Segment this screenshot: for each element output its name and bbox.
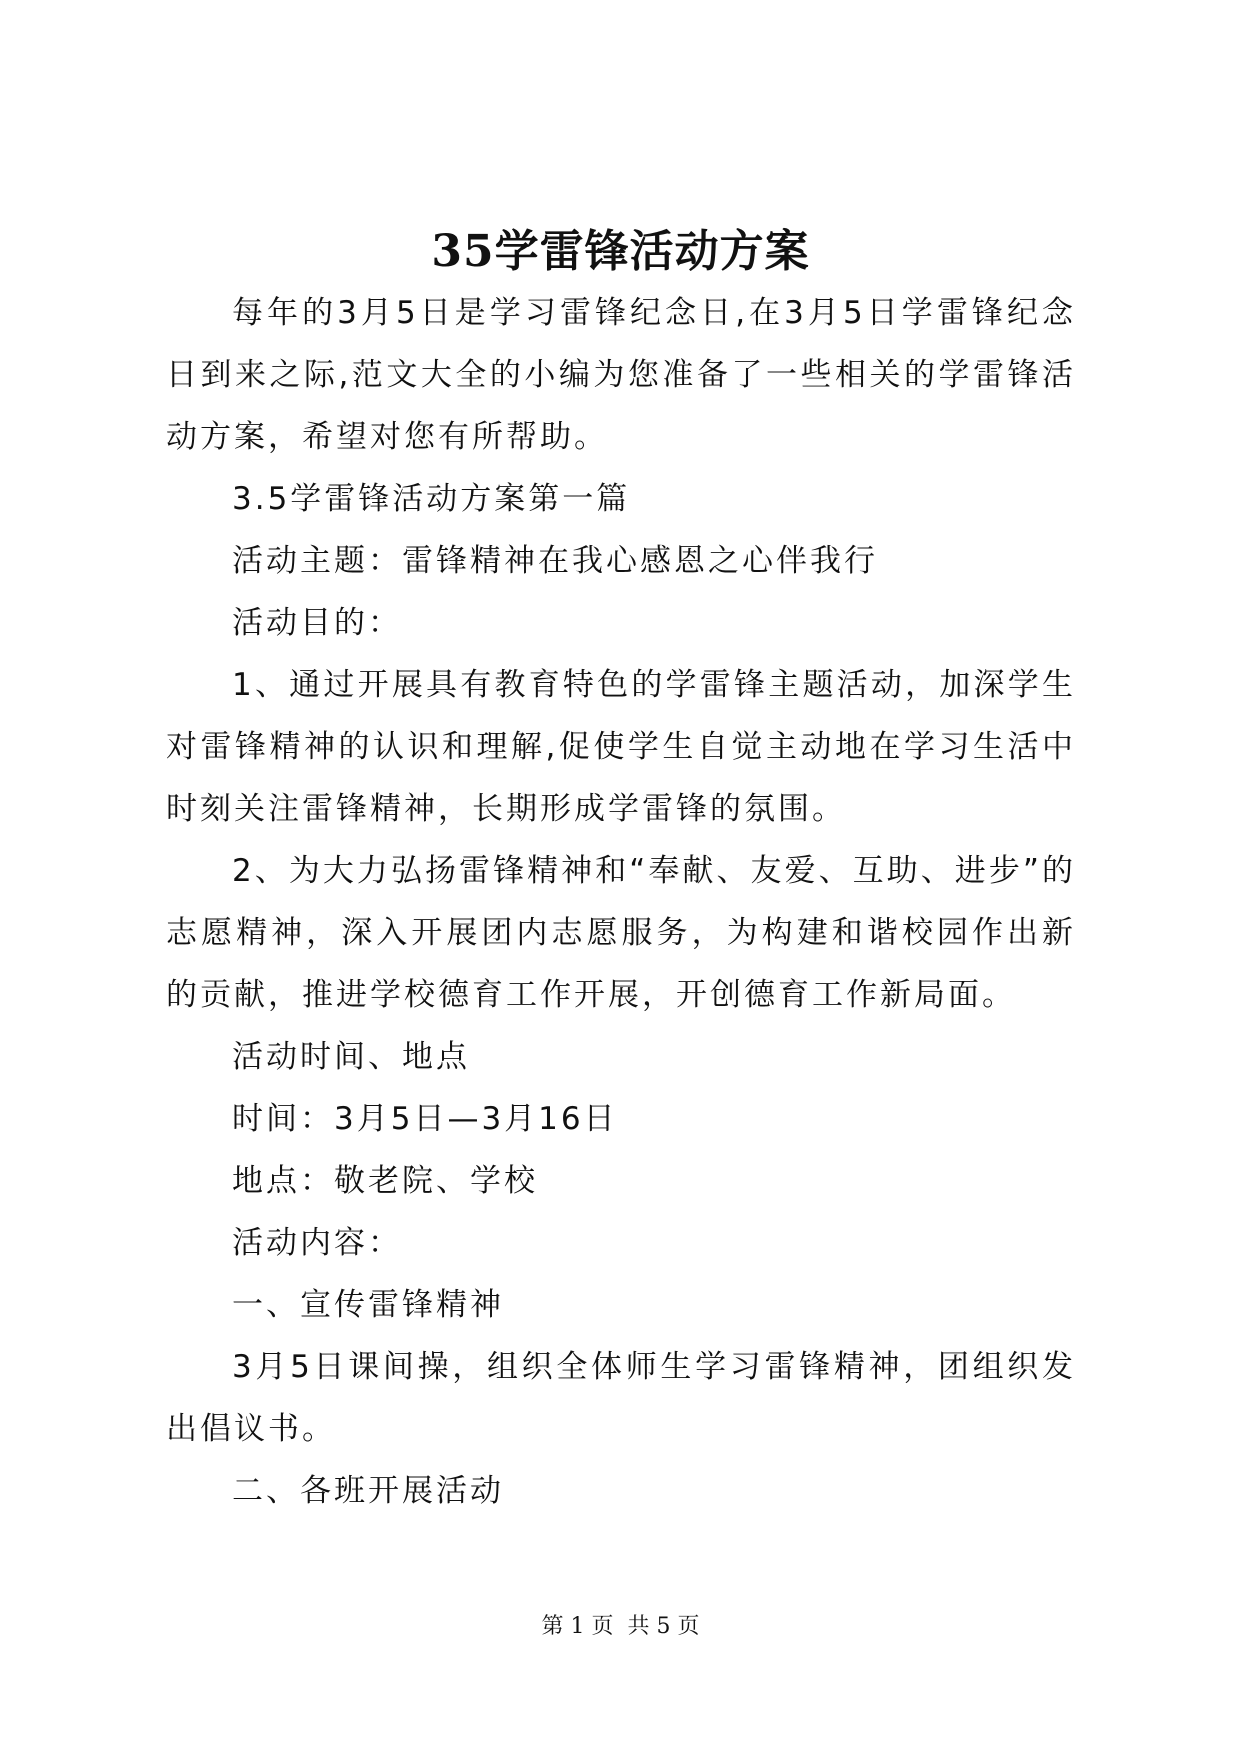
page-number: 第 1 页 共 5 页: [541, 1614, 700, 1639]
paragraph-purpose-2: 2、为大力弘扬雷锋精神和“奉献、友爱、互助、进步”的志愿精神，深入开展团内志愿服务，为构建和谐校园作出新的贡献，推进学校德育工作开展，开创德育工作新局面。: [166, 853, 1076, 1013]
paragraph-activity-content: 活动内容：: [232, 1225, 402, 1261]
paragraph-item-1: 一、宣传雷锋精神: [232, 1287, 504, 1323]
paragraph-purpose-1: 1、通过开展具有教育特色的学雷锋主题活动，加深学生对雷锋精神的认识和理解,促使学生自觉主动地在学习生活中时刻关注雷锋精神，长期形成学雷锋的氛围。: [166, 667, 1076, 827]
paragraph-activity-theme: 活动主题：雷锋精神在我心感恩之心伴我行: [232, 543, 878, 579]
document-body: [166, 282, 1076, 1522]
document-title: 35学雷锋活动方案: [431, 226, 810, 277]
paragraph-time-place: 活动时间、地点: [232, 1039, 470, 1075]
paragraph-intro: 每年的3月5日是学习雷锋纪念日,在3月5日学雷锋纪念日到来之际,范文大全的小编为您准备了一些相关的学雷锋活动方案，希望对您有所帮助。: [166, 295, 1076, 455]
paragraph-section-heading: 3.5学雷锋活动方案第一篇: [232, 481, 631, 517]
paragraph-place: 地点：敬老院、学校: [232, 1163, 538, 1199]
paragraph-item-1-detail: 3月5日课间操，组织全体师生学习雷锋精神，团组织发出倡议书。: [166, 1349, 1076, 1447]
paragraph-activity-purpose: 活动目的：: [232, 605, 402, 641]
paragraph-item-2: 二、各班开展活动: [232, 1473, 504, 1509]
paragraph-time: 时间：3月5日—3月16日: [232, 1101, 618, 1137]
